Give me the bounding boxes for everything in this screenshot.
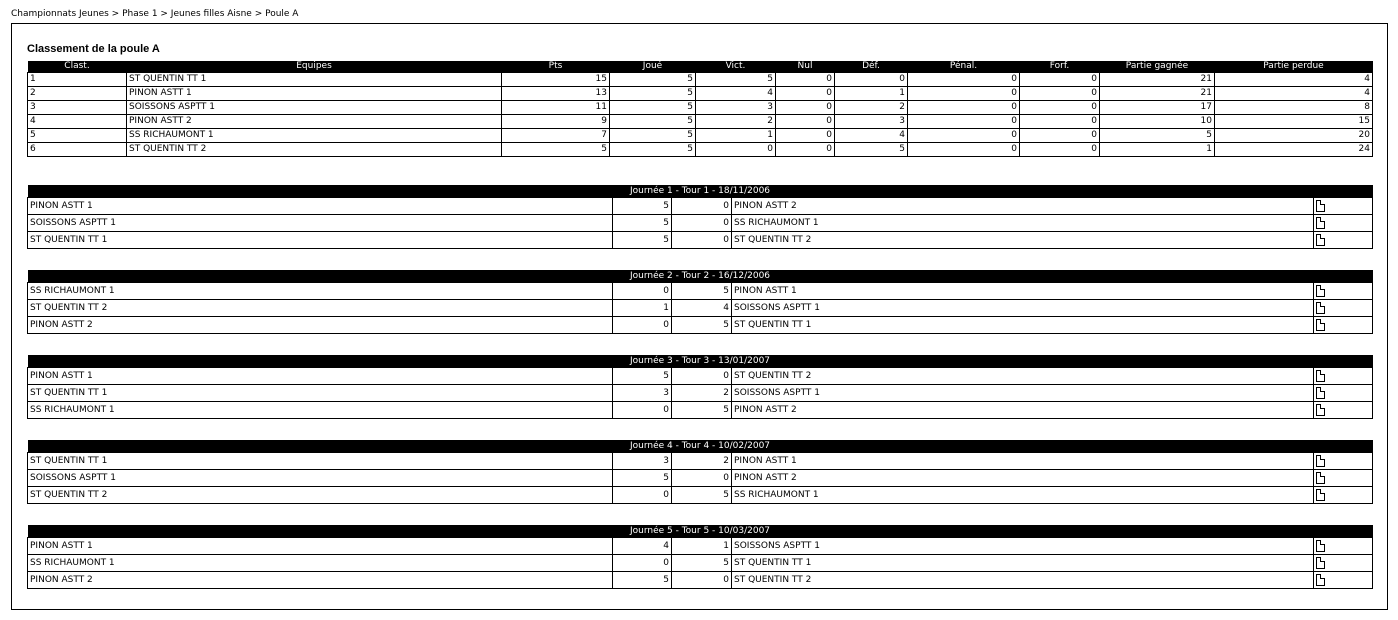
match-row xyxy=(28,402,1373,419)
stat-cell: 3 xyxy=(835,115,908,129)
match-sheet-link[interactable] xyxy=(1314,317,1373,334)
ranking-column-header: Partie perdue xyxy=(1215,61,1373,73)
stat-cell: 17 xyxy=(1100,101,1215,115)
stat-cell: 0 xyxy=(908,143,1020,157)
match-sheet-link[interactable] xyxy=(1314,283,1373,300)
away-score-cell: 5 xyxy=(672,402,732,419)
stat-cell: 24 xyxy=(1215,143,1373,157)
away-team-cell: ST QUENTIN TT 2 xyxy=(732,232,1314,249)
breadcrumb: Championnats Jeunes > Phase 1 > Jeunes filles Aisne > Poule A xyxy=(11,9,299,19)
home-team-cell: PINON ASTT 1 xyxy=(28,538,613,555)
stat-cell: 5 xyxy=(610,101,696,115)
ranking-column-header: Forf. xyxy=(1020,61,1100,73)
document-icon[interactable] xyxy=(1316,557,1325,569)
home-team-cell: SS RICHAUMONT 1 xyxy=(28,402,613,419)
home-score-cell: 4 xyxy=(613,538,672,555)
ranking-row xyxy=(28,87,1373,101)
away-score-cell: 1 xyxy=(672,538,732,555)
journee-table xyxy=(27,185,1373,249)
away-team-cell: PINON ASTT 2 xyxy=(732,470,1314,487)
match-row xyxy=(28,385,1373,402)
match-sheet-link[interactable] xyxy=(1314,385,1373,402)
away-team-cell: ST QUENTIN TT 1 xyxy=(732,317,1314,334)
journee-title: Journée 1 - Tour 1 - 18/11/2006 xyxy=(28,185,1373,198)
home-team-cell: ST QUENTIN TT 1 xyxy=(28,453,613,470)
away-score-cell: 0 xyxy=(672,368,732,385)
stat-cell: 5 xyxy=(610,129,696,143)
rank-cell: 3 xyxy=(28,101,127,115)
stat-cell: 0 xyxy=(1020,101,1100,115)
home-score-cell: 5 xyxy=(613,368,672,385)
stat-cell: 5 xyxy=(696,73,776,87)
stat-cell: 0 xyxy=(776,87,835,101)
match-sheet-link[interactable] xyxy=(1314,453,1373,470)
stat-cell: 1 xyxy=(1100,143,1215,157)
stat-cell: 21 xyxy=(1100,87,1215,101)
home-team-cell: ST QUENTIN TT 1 xyxy=(28,232,613,249)
home-score-cell: 0 xyxy=(613,283,672,300)
document-icon[interactable] xyxy=(1316,234,1325,246)
home-team-cell: SOISSONS ASPTT 1 xyxy=(28,215,613,232)
stat-cell: 0 xyxy=(1020,87,1100,101)
journee-title: Journée 4 - Tour 4 - 10/02/2007 xyxy=(28,440,1373,453)
away-score-cell: 0 xyxy=(672,215,732,232)
document-icon[interactable] xyxy=(1316,387,1325,399)
away-team-cell: ST QUENTIN TT 2 xyxy=(732,572,1314,589)
home-score-cell: 1 xyxy=(613,300,672,317)
home-score-cell: 5 xyxy=(613,232,672,249)
match-row xyxy=(28,470,1373,487)
away-team-cell: SOISSONS ASPTT 1 xyxy=(732,538,1314,555)
away-team-cell: SS RICHAUMONT 1 xyxy=(732,487,1314,504)
document-icon[interactable] xyxy=(1316,540,1325,552)
home-team-cell: PINON ASTT 2 xyxy=(28,572,613,589)
away-score-cell: 5 xyxy=(672,487,732,504)
team-name-cell: SOISSONS ASPTT 1 xyxy=(127,101,502,115)
ranking-table xyxy=(27,61,1373,157)
stat-cell: 5 xyxy=(1100,129,1215,143)
stat-cell: 0 xyxy=(908,87,1020,101)
away-score-cell: 2 xyxy=(672,453,732,470)
document-icon[interactable] xyxy=(1316,489,1325,501)
ranking-row xyxy=(28,115,1373,129)
stat-cell: 4 xyxy=(696,87,776,101)
stat-cell: 3 xyxy=(696,101,776,115)
away-team-cell: PINON ASTT 2 xyxy=(732,198,1314,215)
team-name-cell: SS RICHAUMONT 1 xyxy=(127,129,502,143)
stat-cell: 15 xyxy=(502,73,610,87)
home-score-cell: 0 xyxy=(613,317,672,334)
rank-cell: 1 xyxy=(28,73,127,87)
stat-cell: 5 xyxy=(610,115,696,129)
document-icon[interactable] xyxy=(1316,302,1325,314)
away-score-cell: 0 xyxy=(672,232,732,249)
ranking-column-header: Partie gagnée xyxy=(1100,61,1215,73)
match-row xyxy=(28,487,1373,504)
match-sheet-link[interactable] xyxy=(1314,198,1373,215)
home-score-cell: 5 xyxy=(613,572,672,589)
stat-cell: 0 xyxy=(908,73,1020,87)
away-score-cell: 2 xyxy=(672,385,732,402)
match-row xyxy=(28,198,1373,215)
match-row xyxy=(28,232,1373,249)
stat-cell: 2 xyxy=(835,101,908,115)
stat-cell: 4 xyxy=(835,129,908,143)
team-name-cell: PINON ASTT 1 xyxy=(127,87,502,101)
stat-cell: 8 xyxy=(1215,101,1373,115)
home-team-cell: SS RICHAUMONT 1 xyxy=(28,555,613,572)
away-score-cell: 0 xyxy=(672,572,732,589)
ranking-column-header: Joué xyxy=(610,61,696,73)
stat-cell: 9 xyxy=(502,115,610,129)
match-sheet-link[interactable] xyxy=(1314,402,1373,419)
match-row xyxy=(28,368,1373,385)
document-icon[interactable] xyxy=(1316,404,1325,416)
stat-cell: 0 xyxy=(776,73,835,87)
stat-cell: 0 xyxy=(1020,143,1100,157)
journee-table xyxy=(27,270,1373,334)
stat-cell: 21 xyxy=(1100,73,1215,87)
stat-cell: 0 xyxy=(1020,129,1100,143)
home-team-cell: SS RICHAUMONT 1 xyxy=(28,283,613,300)
match-row xyxy=(28,300,1373,317)
match-sheet-link[interactable] xyxy=(1314,487,1373,504)
rank-cell: 5 xyxy=(28,129,127,143)
home-team-cell: ST QUENTIN TT 1 xyxy=(28,385,613,402)
away-team-cell: SOISSONS ASPTT 1 xyxy=(732,300,1314,317)
stat-cell: 0 xyxy=(776,101,835,115)
away-score-cell: 0 xyxy=(672,198,732,215)
home-score-cell: 3 xyxy=(613,385,672,402)
away-team-cell: PINON ASTT 2 xyxy=(732,402,1314,419)
away-team-cell: ST QUENTIN TT 2 xyxy=(732,368,1314,385)
ranking-row xyxy=(28,129,1373,143)
stat-cell: 20 xyxy=(1215,129,1373,143)
stat-cell: 1 xyxy=(835,87,908,101)
rank-cell: 2 xyxy=(28,87,127,101)
journee-title: Journée 2 - Tour 2 - 16/12/2006 xyxy=(28,270,1373,283)
match-row xyxy=(28,453,1373,470)
stat-cell: 0 xyxy=(908,115,1020,129)
away-team-cell: ST QUENTIN TT 1 xyxy=(732,555,1314,572)
document-icon[interactable] xyxy=(1316,370,1325,382)
rank-cell: 6 xyxy=(28,143,127,157)
home-team-cell: PINON ASTT 1 xyxy=(28,368,613,385)
away-team-cell: SOISSONS ASPTT 1 xyxy=(732,385,1314,402)
stat-cell: 7 xyxy=(502,129,610,143)
match-sheet-link[interactable] xyxy=(1314,232,1373,249)
match-row xyxy=(28,572,1373,589)
team-name-cell: ST QUENTIN TT 2 xyxy=(127,143,502,157)
match-sheet-link[interactable] xyxy=(1314,368,1373,385)
stat-cell: 0 xyxy=(696,143,776,157)
stat-cell: 10 xyxy=(1100,115,1215,129)
journee-table xyxy=(27,440,1373,504)
stat-cell: 5 xyxy=(610,143,696,157)
ranking-column-header: Clast. xyxy=(28,61,127,73)
journee-table xyxy=(27,355,1373,419)
home-score-cell: 5 xyxy=(613,215,672,232)
match-sheet-link[interactable] xyxy=(1314,555,1373,572)
away-score-cell: 5 xyxy=(672,555,732,572)
stat-cell: 0 xyxy=(908,101,1020,115)
match-sheet-link[interactable] xyxy=(1314,538,1373,555)
match-row xyxy=(28,215,1373,232)
ranking-row xyxy=(28,73,1373,87)
home-score-cell: 3 xyxy=(613,453,672,470)
stat-cell: 13 xyxy=(502,87,610,101)
stat-cell: 1 xyxy=(696,129,776,143)
stat-cell: 0 xyxy=(1020,73,1100,87)
journee-title: Journée 3 - Tour 3 - 13/01/2007 xyxy=(28,355,1373,368)
home-score-cell: 5 xyxy=(613,198,672,215)
stat-cell: 5 xyxy=(502,143,610,157)
home-team-cell: ST QUENTIN TT 2 xyxy=(28,487,613,504)
stat-cell: 15 xyxy=(1215,115,1373,129)
ranking-column-header: Déf. xyxy=(835,61,908,73)
match-sheet-link[interactable] xyxy=(1314,470,1373,487)
away-team-cell: PINON ASTT 1 xyxy=(732,453,1314,470)
away-team-cell: SS RICHAUMONT 1 xyxy=(732,215,1314,232)
document-icon[interactable] xyxy=(1316,319,1325,331)
stat-cell: 0 xyxy=(1020,115,1100,129)
home-team-cell: ST QUENTIN TT 2 xyxy=(28,300,613,317)
home-score-cell: 0 xyxy=(613,555,672,572)
home-team-cell: SOISSONS ASPTT 1 xyxy=(28,470,613,487)
home-score-cell: 0 xyxy=(613,402,672,419)
ranking-row xyxy=(28,143,1373,157)
team-name-cell: ST QUENTIN TT 1 xyxy=(127,73,502,87)
document-icon[interactable] xyxy=(1316,200,1325,212)
ranking-column-header: Equipes xyxy=(127,61,502,73)
stat-cell: 0 xyxy=(908,129,1020,143)
home-score-cell: 0 xyxy=(613,487,672,504)
document-icon[interactable] xyxy=(1316,574,1325,586)
stat-cell: 2 xyxy=(696,115,776,129)
away-score-cell: 5 xyxy=(672,283,732,300)
document-icon[interactable] xyxy=(1316,455,1325,467)
stat-cell: 0 xyxy=(835,73,908,87)
home-team-cell: PINON ASTT 2 xyxy=(28,317,613,334)
match-sheet-link[interactable] xyxy=(1314,572,1373,589)
stat-cell: 0 xyxy=(776,129,835,143)
match-sheet-link[interactable] xyxy=(1314,215,1373,232)
stat-cell: 4 xyxy=(1215,73,1373,87)
match-row xyxy=(28,283,1373,300)
rank-cell: 4 xyxy=(28,115,127,129)
match-sheet-link[interactable] xyxy=(1314,300,1373,317)
ranking-row xyxy=(28,101,1373,115)
match-row xyxy=(28,317,1373,334)
match-row xyxy=(28,538,1373,555)
page-title: Classement de la poule A xyxy=(27,43,160,55)
match-row xyxy=(28,555,1373,572)
ranking-header-row xyxy=(28,61,1373,73)
stat-cell: 0 xyxy=(776,115,835,129)
stat-cell: 5 xyxy=(610,87,696,101)
away-team-cell: PINON ASTT 1 xyxy=(732,283,1314,300)
away-score-cell: 4 xyxy=(672,300,732,317)
ranking-column-header: Nul xyxy=(776,61,835,73)
stat-cell: 5 xyxy=(835,143,908,157)
away-score-cell: 5 xyxy=(672,317,732,334)
stat-cell: 0 xyxy=(776,143,835,157)
team-name-cell: PINON ASTT 2 xyxy=(127,115,502,129)
journee-title: Journée 5 - Tour 5 - 10/03/2007 xyxy=(28,525,1373,538)
home-score-cell: 5 xyxy=(613,470,672,487)
ranking-column-header: Pts xyxy=(502,61,610,73)
ranking-column-header: Vict. xyxy=(696,61,776,73)
document-icon[interactable] xyxy=(1316,285,1325,297)
away-score-cell: 0 xyxy=(672,470,732,487)
ranking-column-header: Pénal. xyxy=(908,61,1020,73)
stat-cell: 5 xyxy=(610,73,696,87)
stat-cell: 4 xyxy=(1215,87,1373,101)
document-icon[interactable] xyxy=(1316,217,1325,229)
document-icon[interactable] xyxy=(1316,472,1325,484)
stat-cell: 11 xyxy=(502,101,610,115)
home-team-cell: PINON ASTT 1 xyxy=(28,198,613,215)
journee-table xyxy=(27,525,1373,589)
